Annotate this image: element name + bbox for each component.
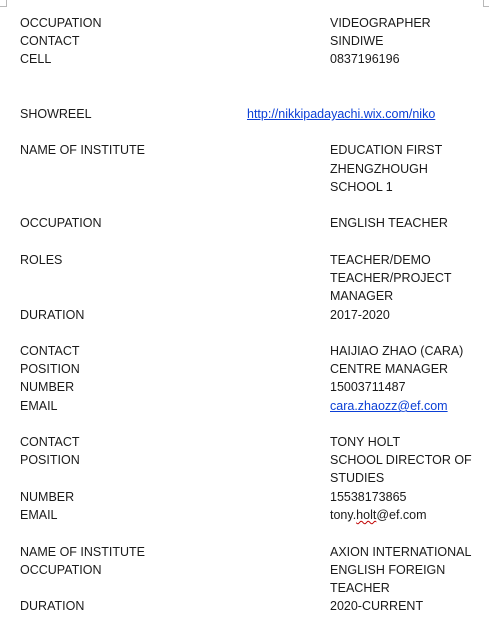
number-label: NUMBER: [20, 490, 75, 504]
institute-label: NAME OF INSTITUTE: [20, 545, 145, 559]
contact-label: CONTACT: [20, 34, 80, 48]
institute-value: AXION INTERNATIONAL: [330, 545, 472, 559]
position-label: POSITION: [20, 453, 80, 467]
cell-value: 0837196196: [330, 52, 400, 66]
roles-line-2: TEACHER/PROJECT: [330, 271, 452, 285]
institute-line-1: EDUCATION FIRST: [330, 143, 443, 157]
duration-value: 2017-2020: [330, 308, 390, 322]
email-label: EMAIL: [20, 508, 58, 522]
occupation-label: OCCUPATION: [20, 216, 102, 230]
occupation-value: VIDEOGRAPHER: [330, 16, 431, 30]
occupation-value: ENGLISH TEACHER: [330, 216, 448, 230]
duration-label: DURATION: [20, 599, 85, 613]
roles-label: ROLES: [20, 253, 63, 267]
showreel-label: SHOWREEL: [20, 107, 92, 121]
roles-line-3: MANAGER: [330, 289, 394, 303]
number-label: NUMBER: [20, 380, 75, 394]
showreel-link[interactable]: http://nikkipadayachi.wix.com/niko: [247, 107, 436, 121]
email-value: [330, 506, 427, 524]
position-label: POSITION: [20, 362, 80, 376]
number-value: 15003711487: [330, 380, 406, 394]
spellcheck-word: holt: [356, 508, 377, 522]
institute-line-3: SCHOOL 1: [330, 180, 393, 194]
position-line-2: STUDIES: [330, 471, 385, 485]
contact-value: HAIJIAO ZHAO (CARA): [330, 344, 464, 358]
duration-label: DURATION: [20, 308, 85, 322]
email-suffix: @ef.com: [376, 508, 427, 522]
occupation-label: OCCUPATION: [20, 563, 102, 577]
occupation-line-1: ENGLISH FOREIGN: [330, 563, 446, 577]
page-corner-mark-right: [483, 0, 484, 7]
email-prefix: tony.: [330, 508, 357, 522]
number-value: 15538173865: [330, 490, 407, 504]
contact-label: CONTACT: [20, 344, 80, 358]
contact-label: CONTACT: [20, 435, 80, 449]
institute-line-2: ZHENGZHOUGH: [330, 162, 428, 176]
position-value: CENTRE MANAGER: [330, 362, 449, 376]
page-corner-mark-left: [6, 0, 7, 7]
email-label: EMAIL: [20, 399, 58, 413]
contact-value: TONY HOLT: [330, 435, 401, 449]
occupation-label: OCCUPATION: [20, 16, 102, 30]
duration-value: 2020-CURRENT: [330, 599, 424, 613]
contact-value: SINDIWE: [330, 34, 384, 48]
position-line-1: SCHOOL DIRECTOR OF: [330, 453, 472, 467]
occupation-line-2: TEACHER: [330, 581, 390, 595]
cell-label: CELL: [20, 52, 52, 66]
roles-line-1: TEACHER/DEMO: [330, 253, 431, 267]
email-link[interactable]: cara.zhaozz@ef.com: [330, 399, 448, 413]
institute-label: NAME OF INSTITUTE: [20, 143, 145, 157]
